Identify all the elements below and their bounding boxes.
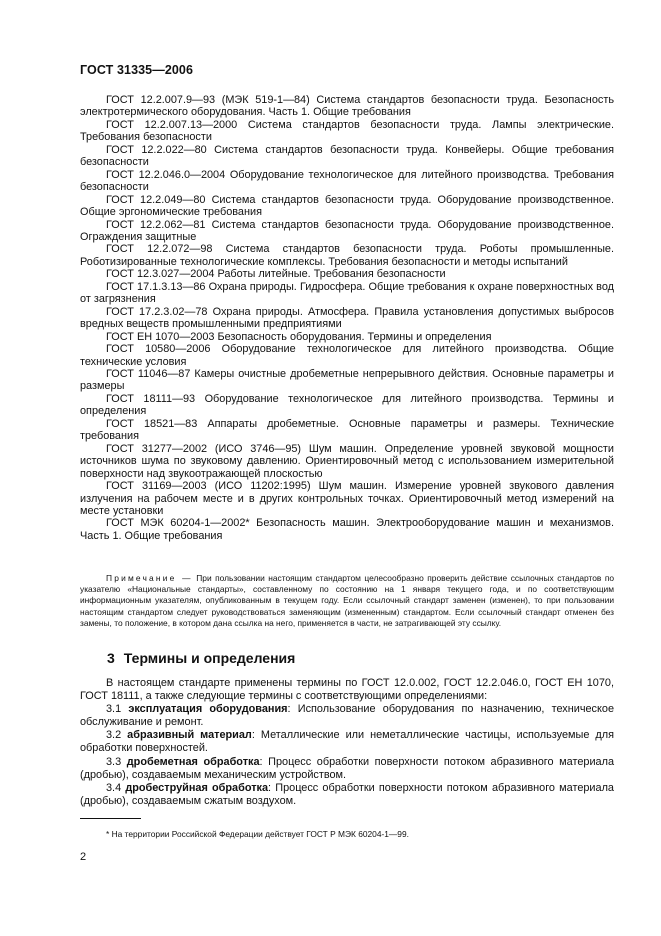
section-title: Термины и определения xyxy=(123,650,296,666)
term-text: Металлические или неметаллические частицы, используемые для обработки поверхностей. xyxy=(80,729,614,755)
reference-item: ГОСТ 18521—83 Аппараты дробеметные. Основные параметры и размеры. Технические требования xyxy=(80,417,614,443)
reference-item: ГОСТ МЭК 60204-1—2002* Безопасность машин. Электрооборудование машин и механизмов. Часть 1. Общие требования xyxy=(80,517,614,542)
term-name: эксплуатация оборудования xyxy=(128,703,288,716)
term-definition: 3.4 дробеструйная обработка: Процесс обработки поверхности потоком абразивного материала (дробью), создаваемым сжатым воздухом. xyxy=(80,781,614,807)
reference-item: ГОСТ 31169—2003 (ИСО 11202:1995) Шум машин. Измерение уровней звукового давления излучения на рабочем месте и в других контрольных точках. Ориентировочный метод измерений на месте установки xyxy=(80,480,614,517)
note-paragraph xyxy=(80,573,614,629)
term-text: Процесс обработки поверхности потоком абразивного материала (дробью), создаваемым сжатым воздухом. xyxy=(80,781,614,807)
term-definition: 3.1 эксплуатация оборудования: Использование оборудования по назначению, техническое обслуживание и ремонт. xyxy=(80,703,614,729)
section-heading xyxy=(107,650,295,666)
term-number: 3.4 xyxy=(106,781,122,794)
reference-item: ГОСТ 12.2.049—80 Система стандартов безопасности труда. Оборудование производственное. Общие эргономические требования xyxy=(80,193,614,219)
term-text: Процесс обработки поверхности потоком абразивного материала (дробью), создаваемым механическим устройством. xyxy=(80,755,615,781)
reference-item: ГОСТ ЕН 1070—2003 Безопасность оборудования. Термины и определения xyxy=(106,330,492,343)
reference-item: ГОСТ 12.2.007.13—2000 Система стандартов безопасности труда. Лампы электрические. Требования безопасности xyxy=(80,118,614,144)
reference-item: ГОСТ 12.3.027—2004 Работы литейные. Требования безопасности xyxy=(106,268,446,281)
reference-item: ГОСТ 12.2.022—80 Система стандартов безопасности труда. Конвейеры. Общие требования безопасности xyxy=(80,143,614,169)
note-text: При пользовании настоящим стандартом целесообразно проверить действие ссылочных стандартов по указателю «Национальные стандарты», составленному по состоянию на 1 января текущего года, и по соответствующим информационным указателям, опубликованным в текущем году. Если ссылочный стандарт заменен (изменен), то при пользовании настоящим стандартом следует руководствоваться заменяющим (измененным) стандартом. Если ссылочный стандарт отменен без замены, то положение, в котором дана ссылка на него, применяется в части, не затрагивающей эту ссылку. xyxy=(80,573,615,628)
reference-item: ГОСТ 12.2.062—81 Система стандартов безопасности труда. Оборудование производственное. Ограждения защитные xyxy=(80,218,614,243)
section-intro: В настоящем стандарте применены термины по ГОСТ 12.0.002, ГОСТ 12.2.046.0, ГОСТ ЕН 1070, ГОСТ 18111, а также следующие термины с соответствующими определениями: xyxy=(80,677,614,703)
term-text: Использование оборудования по назначению, техническое обслуживание и ремонт. xyxy=(80,703,614,729)
term-name: дробеметная обработка xyxy=(126,755,260,768)
reference-item: ГОСТ 12.2.072—98 Система стандартов безопасности труда. Роботы промышленные. Роботизированные технологические комплексы. Требования безопасности и методы испытаний xyxy=(80,243,614,268)
reference-item: ГОСТ 11046—87 Камеры очистные дробеметные непрерывного действия. Основные параметры и размеры xyxy=(80,367,614,393)
note-label: Примечание — xyxy=(106,573,193,583)
footnote-divider xyxy=(80,818,141,819)
reference-item: ГОСТ 17.1.3.13—86 Охрана природы. Гидросфера. Общие требования к охране поверхностных вод от загрязнения xyxy=(80,280,614,306)
term-definition: 3.2 абразивный материал: Металлические или неметаллические частицы, используемые для обработки поверхностей. xyxy=(80,729,614,755)
term-name: дробеструйная обработка xyxy=(125,781,269,794)
reference-item: ГОСТ 12.2.046.0—2004 Оборудование технологическое для литейного производства. Требования безопасности xyxy=(80,168,614,194)
reference-item: ГОСТ 10580—2006 Оборудование технологическое для литейного производства. Общие технические условия xyxy=(80,343,614,368)
section-body xyxy=(80,677,614,808)
term-number: 3.2 xyxy=(106,729,122,742)
reference-item: ГОСТ 18111—93 Оборудование технологическое для литейного производства. Термины и определения xyxy=(80,392,614,418)
reference-item: ГОСТ 31277—2002 (ИСО 3746—95) Шум машин. Определение уровней звуковой мощности источников шума по звуковому давлению. Ориентировочный метод с использованием измерительной поверхности над звукоотражающей плоскостью xyxy=(80,442,614,480)
term-number: 3.1 xyxy=(106,703,122,716)
term-name: абразивный материал xyxy=(127,729,252,742)
reference-item: ГОСТ 17.2.3.02—78 Охрана природы. Атмосфера. Правила установления допустимых выбросов вредных веществ промышленными предприятиями xyxy=(80,305,614,331)
reference-item: ГОСТ 12.2.007.9—93 (МЭК 519-1—84) Система стандартов безопасности труда. Безопасность электротермического оборудования. Часть 1. Общие требования xyxy=(80,94,614,119)
document-header: ГОСТ 31335—2006 xyxy=(80,63,194,77)
page-number: 2 xyxy=(80,851,87,863)
term-definition: 3.3 дробеметная обработка: Процесс обработки поверхности потоком абразивного материала (дробью), создаваемым механическим устройством. xyxy=(80,755,615,781)
footnote: * На территории Российской Федерации действует ГОСТ Р МЭК 60204-1—99. xyxy=(106,829,409,839)
reference-list xyxy=(80,94,614,542)
term-number: 3.3 xyxy=(106,755,122,768)
section-number: 3 xyxy=(107,650,115,666)
